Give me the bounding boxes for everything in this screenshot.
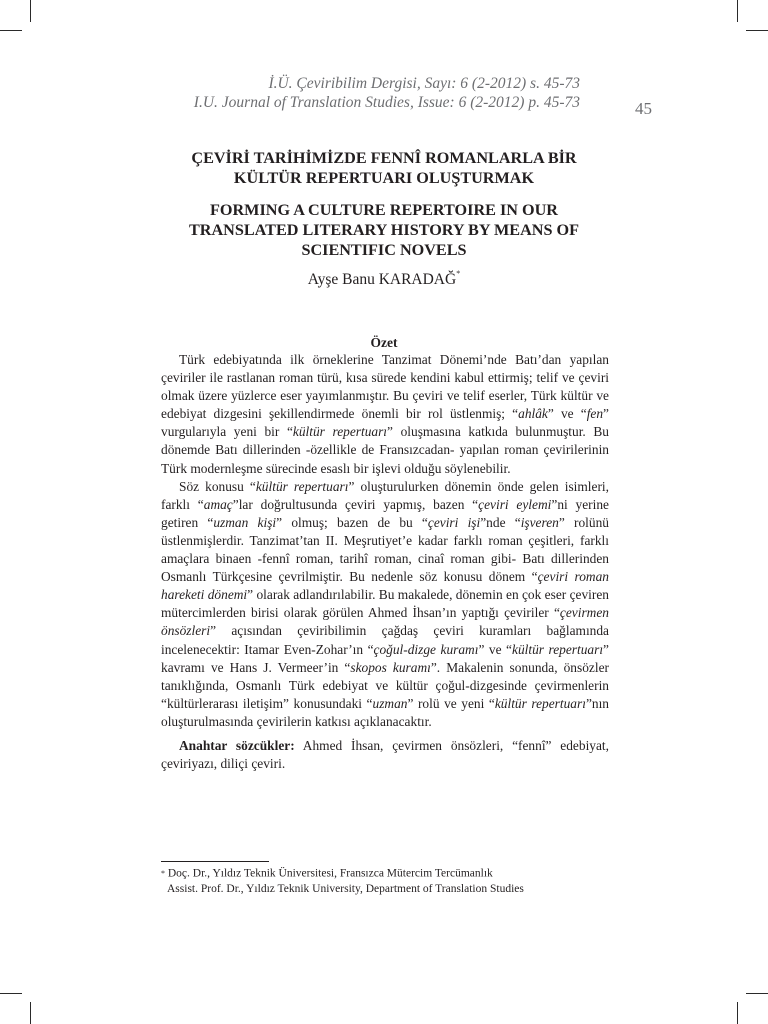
footnote (161, 866, 631, 897)
italic-term: uzman kişi (213, 514, 277, 530)
italic-term: çeviri eylemi (478, 496, 552, 512)
italic-term: çeviri işi (427, 514, 481, 530)
text-run: ” oluşmasına katkıda bulunmuştur. Bu dönemde Batı dillerinden -özellikle de Fransızcadan- yapılan roman çevirilerinin Türk modernleşme sürecinde esaslı bir işlevi olduğu söylenebilir. (161, 424, 609, 476)
text-run: ” ve “ (547, 406, 587, 422)
title-english (150, 200, 618, 260)
footnote-affiliation-tr: Doç. Dr., Yıldız Teknik Üniversitesi, Fransızca Mütercim Tercümanlık (167, 867, 493, 880)
abstract-paragraph (161, 351, 609, 478)
text-run: Söz konusu “ (179, 478, 256, 494)
crop-mark-bottom-right-vertical (737, 1002, 738, 1024)
text-run: ” rolü ve yeni “ (407, 695, 495, 711)
title-english-line: TRANSLATED LITERARY HISTORY BY MEANS OF (189, 221, 579, 239)
text-run: ”ni yerine getiren “ (161, 496, 609, 530)
italic-term: ahlâk (518, 406, 548, 422)
footnote-mark: * (161, 869, 165, 878)
text-run: ” açısından çeviribilimin çağdaş çeviri kuramları bağlamında incelenecektir: Itamar Even-Zohar’ın “ (161, 623, 609, 657)
crop-mark-top-right-horizontal (746, 30, 768, 31)
italic-term: kültür repertuarı (255, 478, 349, 494)
crop-mark-top-left-vertical (30, 0, 31, 22)
crop-mark-top-right-vertical (737, 0, 738, 22)
text-run: ” olarak adlandırılabilir. Bu makalede, dönemin en çok eser çeviren mütercimlerden birisi olarak görülen Ahmed İhsan’ın yaptığı çeviriler “ (161, 587, 609, 621)
author-name: Ayşe Banu KARADAĞ (307, 271, 457, 288)
text-run: ” oluşturulurken dönemin önde gelen isimleri, farklı “ (161, 478, 609, 512)
text-run: ”. Makalenin sonunda, önsözler tanıklığında, Osmanlı Türk edebiyat ve kültür çoğul-dizgesinde çevirmenlerin “kültürlerarası iletişim” konusundaki “ (161, 659, 609, 711)
italic-term: kültür repertuarı (292, 424, 388, 440)
italic-term: çoğul-dizge kuramı (373, 641, 479, 657)
text-run: ” vurgularıyla yeni bir “ (161, 406, 609, 440)
crop-mark-top-left-horizontal (0, 30, 22, 31)
text-run: ”nın oluşturulmasında çevirilerin katkısı açıklanacaktır. (161, 695, 609, 729)
text-run: ” kavramı ve Hans J. Vermeer’in “ (161, 641, 609, 675)
italic-term: çeviri roman hareketi dönemi (161, 569, 609, 603)
running-head-english: I.U. Journal of Translation Studies, Issue: 6 (2-2012) p. 45-73 (193, 94, 580, 111)
footnote-affiliation-en: Assist. Prof. Dr., Yıldız Teknik University, Department of Translation Studies (167, 882, 524, 895)
author-footnote-mark: * (456, 269, 461, 278)
crop-mark-bottom-left-vertical (30, 1002, 31, 1024)
crop-mark-bottom-left-horizontal (0, 993, 22, 994)
italic-term: skopos kuramı (350, 659, 431, 675)
running-head-turkish: İ.Ü. Çeviribilim Dergisi, Sayı: 6 (2-2012) s. 45-73 (268, 75, 580, 92)
text-run: ”nde “ (480, 514, 521, 530)
keywords-label: Anahtar sözcükler: (179, 737, 295, 753)
abstract-paragraph (161, 478, 609, 731)
title-turkish-line: ÇEVİRİ TARİHİMİZDE FENNÎ ROMANLARLA BİR (191, 149, 577, 167)
text-run: ” ve “ (478, 641, 512, 657)
paper-titles (150, 148, 618, 260)
title-english-line: FORMING A CULTURE REPERTOIRE IN OUR (210, 201, 558, 219)
footnote-line-turkish (161, 866, 631, 882)
crop-mark-bottom-right-horizontal (746, 993, 768, 994)
abstract-heading: Özet (370, 335, 398, 350)
italic-term: kültür repertuarı (494, 695, 586, 711)
abstract-body (161, 351, 609, 773)
page-number: 45 (635, 99, 652, 118)
keywords-list: Ahmed İhsan, çevirmen önsözleri, “fennî” edebiyat, çeviriyazı, diliçi çeviri. (161, 737, 609, 772)
title-turkish-line: KÜLTÜR REPERTUARI OLUŞTURMAK (233, 169, 535, 187)
footnote-rule (161, 861, 269, 862)
italic-term: uzman (372, 695, 408, 711)
running-head (150, 74, 580, 112)
italic-term: işveren (520, 514, 559, 530)
author-line (150, 271, 618, 289)
title-turkish (150, 148, 618, 188)
text-run: Türk edebiyatında ilk örneklerine Tanzimat Dönemi’nde Batı’dan yapılan çeviriler ile rastlanan roman türü, kısa sürede kendini kabul ettirmiş; telif ve çeviri olmak üzere yüzlerce eser yayımlanmıştır. Bu çeviri ve telif eserler, Türk kültür ve edebiyat dizgesini şekillendirmede önemli bir rol üstlenmiş; “ (161, 352, 609, 422)
text-run: ”lar doğrultusunda çeviri yapmış, bazen “ (232, 496, 479, 512)
italic-term: amaç (203, 496, 233, 512)
italic-term: kültür repertuarı (512, 641, 604, 657)
italic-term: çevirmen önsözleri (161, 605, 609, 639)
italic-term: fen (586, 406, 604, 422)
title-english-line: SCIENTIFIC NOVELS (301, 241, 467, 259)
text-run: ” rolünü üstlenmişlerdir. Tanzimat’tan II. Meşrutiyet’e kadar farklı roman çeşitleri, farklı amaçlara binaen -fennî roman, tarihî roman, cinaî roman gibi- Batı dillerinden Osmanlı Türkçesine çevrilmiştir. Bu nedenle söz konusu dönem “ (161, 514, 609, 585)
keywords-paragraph (161, 737, 609, 773)
text-run: ” olmuş; bazen de bu “ (276, 514, 428, 530)
